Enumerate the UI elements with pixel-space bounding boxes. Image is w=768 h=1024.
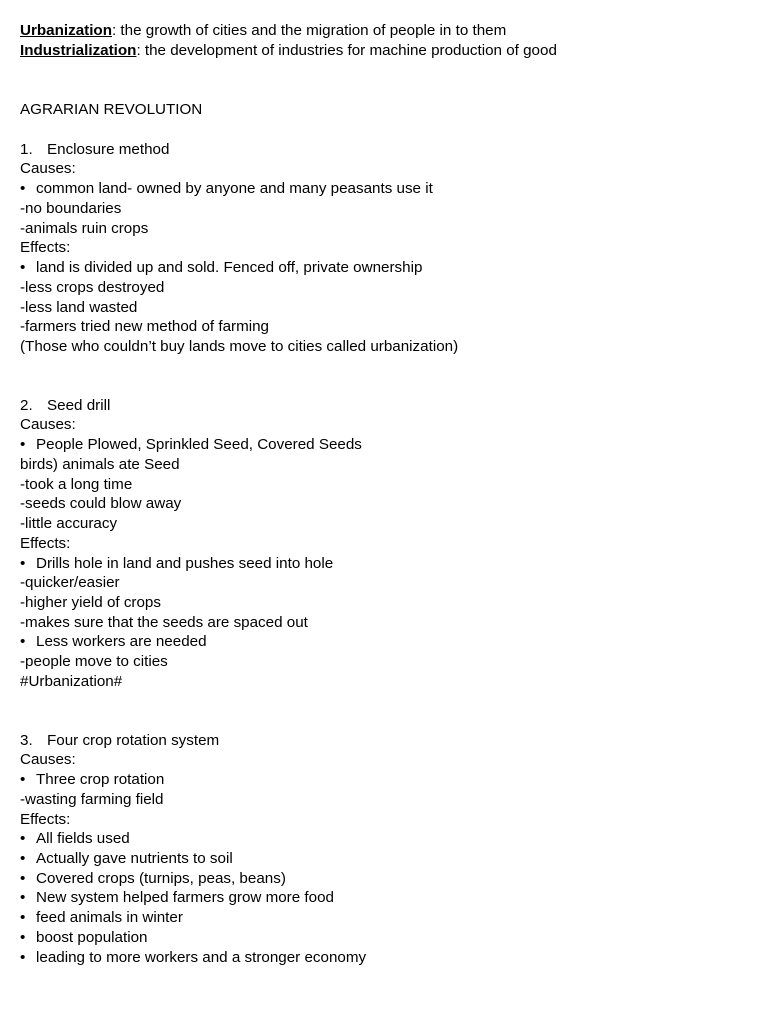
line-text: New system helped farmers grow more food <box>36 889 334 906</box>
list-number: 2. <box>20 397 33 414</box>
text-line <box>20 810 70 829</box>
bullet-item <box>20 829 130 848</box>
bullet-item <box>20 928 147 947</box>
line-text: -people move to cities <box>20 653 168 670</box>
bullet-item <box>20 554 333 573</box>
text-line <box>20 337 458 356</box>
numbered-heading <box>20 731 219 750</box>
line-text: -wasting farming field <box>20 791 164 808</box>
bullet-marker: • <box>20 555 26 572</box>
line-text: -seeds could blow away <box>20 495 182 512</box>
text-line <box>20 750 76 769</box>
line-text: -makes sure that the seeds are spaced out <box>20 614 308 631</box>
line-text: -animals ruin crops <box>20 220 149 237</box>
line-text: common land- owned by anyone and many peasants use it <box>36 180 433 197</box>
line-text: Causes: <box>20 751 76 768</box>
line-text: -less crops destroyed <box>20 279 165 296</box>
line-text: Effects: <box>20 535 71 552</box>
line-text: Less workers are needed <box>36 633 207 650</box>
numbered-heading <box>20 140 169 159</box>
text-line <box>20 613 308 632</box>
line-text: land is divided up and sold. Fenced off, private ownership <box>36 259 423 276</box>
line-text: Effects: <box>20 811 71 828</box>
line-text: -higher yield of crops <box>20 594 161 611</box>
line-text: Drills hole in land and pushes seed into hole <box>36 555 334 572</box>
text-line <box>20 278 164 297</box>
definition-industrialization <box>20 41 557 60</box>
definition-text: : the growth of cities and the migration of people in to them <box>111 22 507 39</box>
definition-urbanization <box>20 21 506 40</box>
text-line <box>20 573 120 592</box>
bullet-marker: • <box>20 889 26 906</box>
text-line <box>20 159 76 178</box>
text-line <box>20 652 168 671</box>
definition-term: Industrialization <box>20 42 137 59</box>
bullet-marker: • <box>20 180 26 197</box>
bullet-marker: • <box>20 949 26 966</box>
bullet-marker: • <box>20 870 26 887</box>
bullet-item <box>20 849 233 868</box>
line-text: birds) animals ate Seed <box>20 456 180 473</box>
bullet-item <box>20 908 183 927</box>
line-text: -quicker/easier <box>20 574 120 591</box>
line-text: All fields used <box>36 830 130 847</box>
bullet-marker: • <box>20 771 26 788</box>
bullet-marker: • <box>20 830 26 847</box>
line-text: Three crop rotation <box>36 771 165 788</box>
line-text: Effects: <box>20 239 71 256</box>
line-text: Covered crops (turnips, peas, beans) <box>36 870 286 887</box>
line-text: #Urbanization# <box>20 673 123 690</box>
text-line <box>20 494 181 513</box>
text-line <box>20 219 148 238</box>
bullet-marker: • <box>20 259 26 276</box>
bullet-marker: • <box>20 436 26 453</box>
line-text: Seed drill <box>47 397 111 414</box>
numbered-heading <box>20 396 110 415</box>
list-number: 1. <box>20 141 33 158</box>
line-text: (Those who couldn’t buy lands move to cities called urbanization) <box>20 338 459 355</box>
text-line <box>20 238 70 257</box>
line-text: Actually gave nutrients to soil <box>36 850 233 867</box>
line-text: -less land wasted <box>20 299 138 316</box>
text-line <box>20 415 76 434</box>
definition-text: : the development of industries for machine production of good <box>136 42 557 59</box>
line-text: leading to more workers and a stronger economy <box>36 949 367 966</box>
bullet-item <box>20 258 422 277</box>
bullet-item <box>20 869 286 888</box>
bullet-item <box>20 770 164 789</box>
text-line <box>20 790 164 809</box>
bullet-item <box>20 179 433 198</box>
bullet-item <box>20 888 334 907</box>
text-line <box>20 455 180 474</box>
line-text: Four crop rotation system <box>47 732 220 749</box>
text-line <box>20 475 132 494</box>
line-text: -farmers tried new method of farming <box>20 318 269 335</box>
section-heading: AGRARIAN REVOLUTION <box>20 101 203 118</box>
bullet-marker: • <box>20 929 26 946</box>
text-line <box>20 514 117 533</box>
bullet-item <box>20 435 362 454</box>
line-text: boost population <box>36 929 148 946</box>
text-line <box>20 672 122 691</box>
line-text: -no boundaries <box>20 200 122 217</box>
line-text: Enclosure method <box>47 141 170 158</box>
text-line <box>20 298 137 317</box>
bullet-marker: • <box>20 909 26 926</box>
line-text: feed animals in winter <box>36 909 183 926</box>
definition-term: Urbanization <box>20 22 112 39</box>
text-line <box>20 593 161 612</box>
bullet-marker: • <box>20 850 26 867</box>
bullet-marker: • <box>20 633 26 650</box>
line-text: -little accuracy <box>20 515 118 532</box>
line-text: Causes: <box>20 160 76 177</box>
text-line <box>20 317 269 336</box>
text-line <box>20 534 70 553</box>
line-text: -took a long time <box>20 476 133 493</box>
list-number: 3. <box>20 732 33 749</box>
bullet-item <box>20 632 207 651</box>
bullet-item <box>20 948 366 967</box>
line-text: People Plowed, Sprinkled Seed, Covered Seeds <box>36 436 362 453</box>
text-line <box>20 199 121 218</box>
line-text: Causes: <box>20 416 76 433</box>
